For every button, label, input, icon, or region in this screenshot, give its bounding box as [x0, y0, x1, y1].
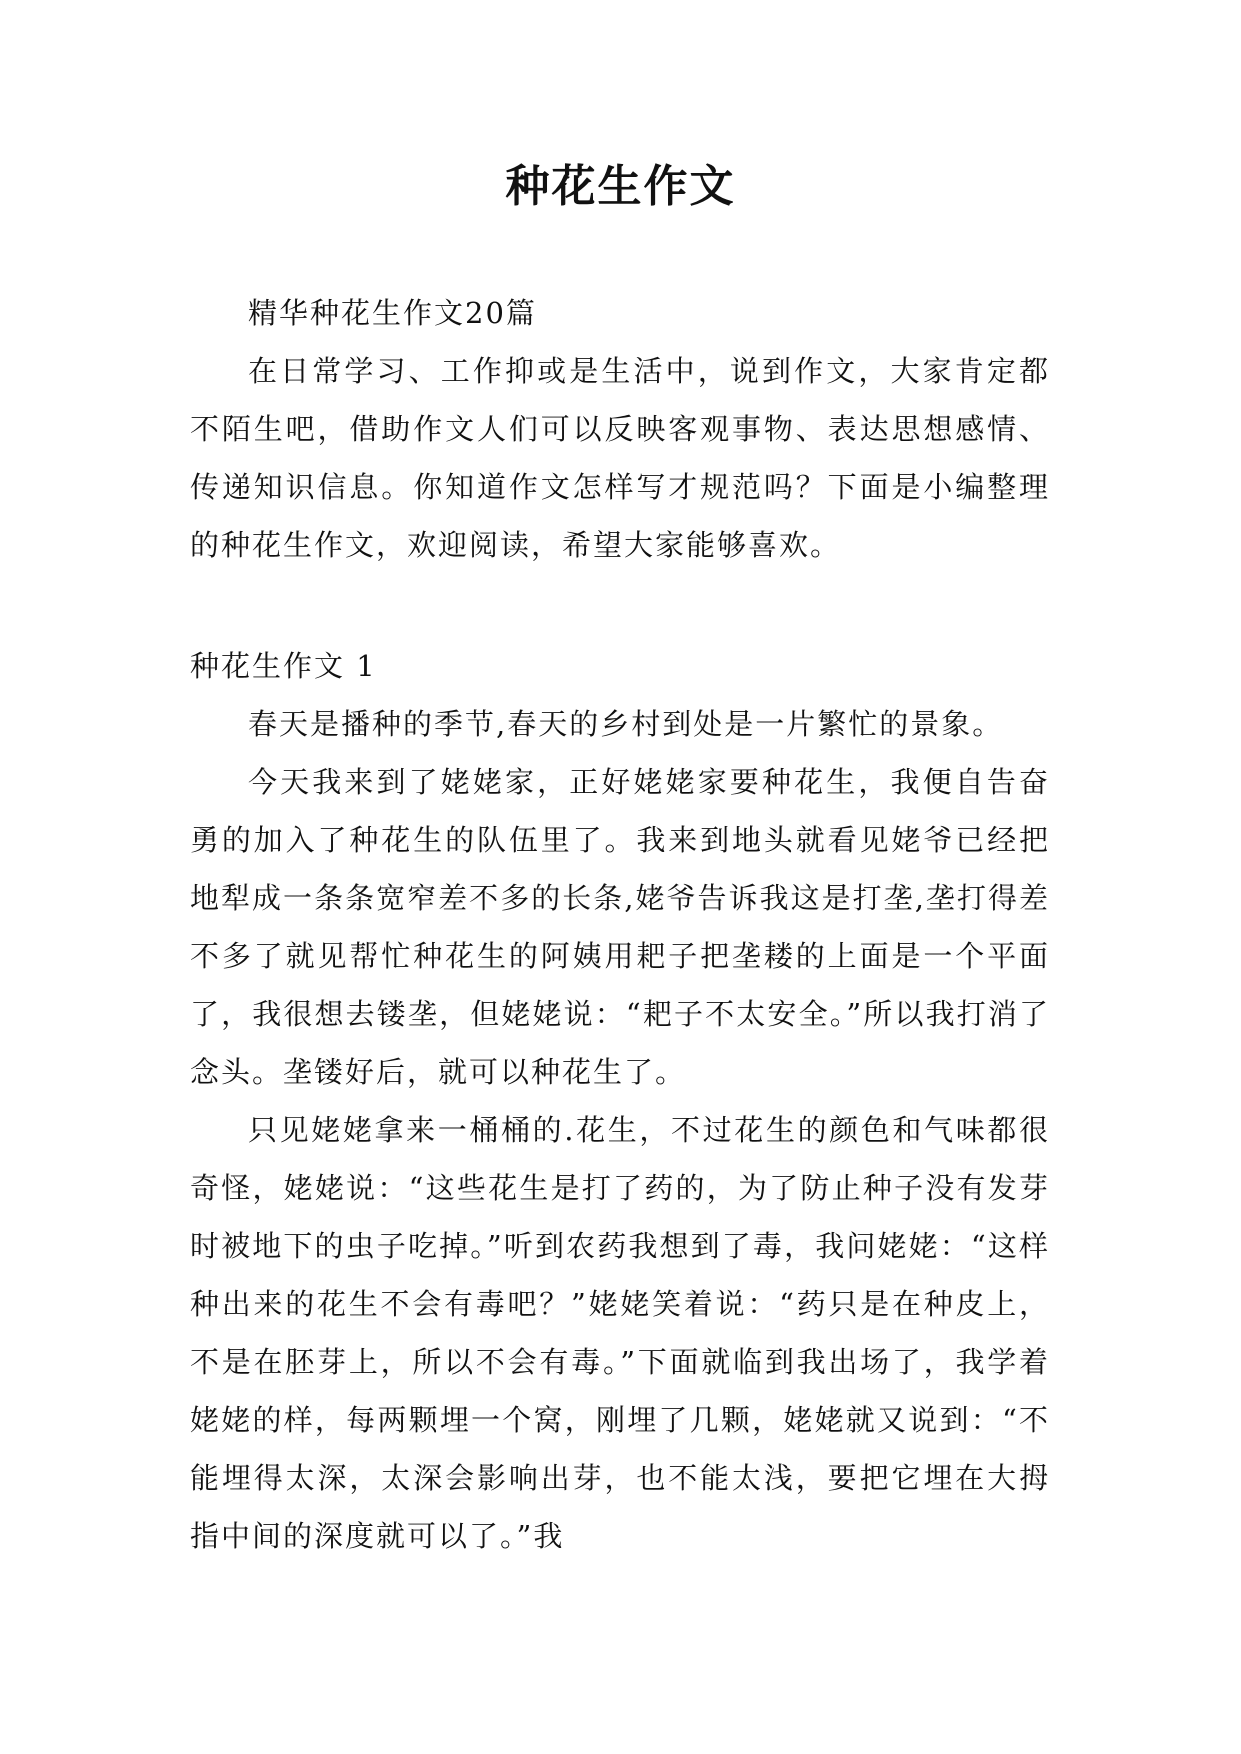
section-heading: 种花生作文 1: [190, 649, 377, 683]
document-title: 种花生作文: [505, 161, 736, 212]
document-subtitle: 精华种花生作文20篇: [248, 296, 537, 330]
essay-section: [190, 637, 1050, 1565]
essay-paragraph: 只见姥姥拿来一桶桶的.花生，不过花生的颜色和气味都很奇怪，姥姥说：“这些花生是打了药的，为了防止种子没有发芽时被地下的虫子吃掉。”听到农药我想到了毒，我问姥姥：“这样种出来的花生不会有毒吧？”姥姥笑着说：“药只是在种皮上，不是在胚芽上，所以不会有毒。”下面就临到我出场了，我学着姥姥的样，每两颗埋一个窝，刚埋了几颗，姥姥就又说到：“不能埋得太深，太深会影响出芽，也不能太浅，要把它埋在大拇指中间的深度就可以了。”我: [190, 1113, 1050, 1553]
essay-paragraph: 春天是播种的季节,春天的乡村到处是一片繁忙的景象。: [248, 707, 1004, 741]
essay-paragraph: 今天我来到了姥姥家，正好姥姥家要种花生，我便自告奋勇的加入了种花生的队伍里了。我来到地头就看见姥爷已经把地犁成一条条宽窄差不多的长条,姥爷告诉我这是打垄,垄打得差不多了就见帮忙种花生的阿姨用耙子把垄耧的上面是一个平面了，我很想去镂垄，但姥姥说：“耙子不太安全。”所以我打消了念头。垄镂好后，就可以种花生了。: [190, 765, 1050, 1089]
intro-paragraph: 在日常学习、工作抑或是生活中，说到作文，大家肯定都不陌生吧，借助作文人们可以反映客观事物、表达思想感情、传递知识信息。你知道作文怎样写才规范吗？下面是小编整理的种花生作文，欢迎阅读，希望大家能够喜欢。: [190, 354, 1050, 562]
intro-block: [190, 284, 1050, 574]
